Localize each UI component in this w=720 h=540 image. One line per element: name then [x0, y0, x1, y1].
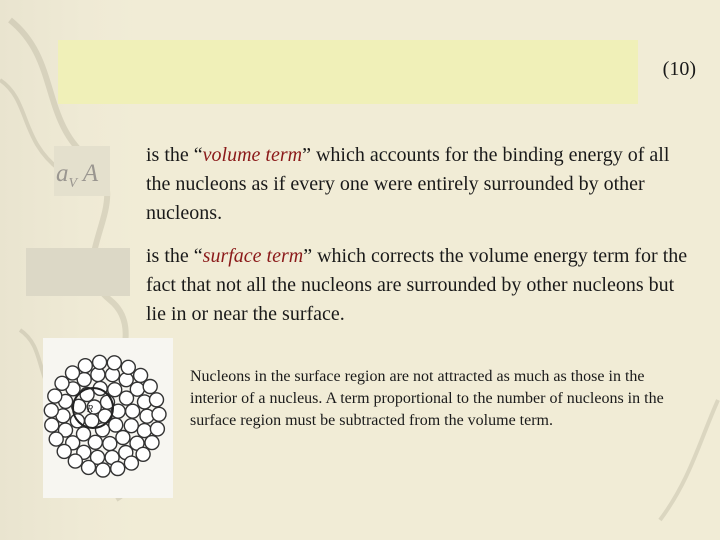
- nucleon-circle: [82, 460, 96, 474]
- equation-band: [58, 40, 638, 104]
- nucleon-circle: [143, 380, 157, 394]
- surface-para-before: is the “: [146, 245, 203, 267]
- nucleon-circle: [116, 431, 130, 445]
- nucleon-circle: [130, 382, 144, 396]
- volume-para-before: is the “: [146, 144, 203, 166]
- nucleon-circle: [57, 444, 71, 458]
- nucleon-circle: [121, 360, 135, 374]
- volume-para-after: ” which accounts for the binding energy of all the nucleons as if every one were entirely surrounded by other nucleons.: [146, 144, 670, 224]
- nucleon-circle: [103, 437, 117, 451]
- surface-term-text: surface term: [202, 245, 304, 267]
- nucleon-circle: [88, 435, 102, 449]
- surface-para-after: ” which corrects the volume energy term for the fact that not all the nucleons are surrounded by other nucleons but lie in or near the surface.: [146, 245, 688, 325]
- nucleon-circle: [145, 436, 159, 450]
- nucleus-svg: [43, 338, 173, 498]
- nucleon-circle: [45, 418, 59, 432]
- equation-number: (10): [662, 58, 696, 80]
- nucleon-circle: [93, 355, 107, 369]
- nucleon-circle: [150, 422, 164, 436]
- volume-term-paragraph: [146, 141, 691, 228]
- nucleon-circle: [44, 403, 58, 417]
- nucleon-circle: [119, 373, 133, 387]
- nucleon-circle: [108, 383, 122, 397]
- nucleon-circle: [55, 376, 69, 390]
- nucleon-circle: [68, 454, 82, 468]
- nucleon-circle: [49, 432, 63, 446]
- nucleon-circle: [78, 359, 92, 373]
- figure-caption: Nucleons in the surface region are not attracted as much as those in the interior of a nucleus. A term proportional to the number of nucleons in the surface region must be subtracted from the volume term.: [190, 368, 664, 429]
- nucleon-circle: [109, 418, 123, 432]
- volume-term-text: volume term: [202, 144, 303, 166]
- nucleon-circle: [136, 447, 150, 461]
- nucleon-circle: [134, 368, 148, 382]
- nucleon-circle: [126, 404, 140, 418]
- nucleon-circle: [66, 366, 80, 380]
- volume-subscript: V: [68, 176, 78, 191]
- volume-term-symbol: [56, 160, 98, 192]
- nucleon-circle: [85, 414, 99, 428]
- nucleon-circle: [150, 393, 164, 407]
- nucleon-circle: [124, 456, 138, 470]
- nucleon-circle: [107, 356, 121, 370]
- nucleon-circle: [124, 419, 138, 433]
- surface-term-symbol-box: [26, 248, 130, 296]
- surface-term-paragraph: [146, 242, 691, 329]
- nucleon-circle: [152, 407, 166, 421]
- nucleus-diagram: [43, 338, 173, 498]
- nucleon-circle: [48, 389, 62, 403]
- volume-coefficient: a: [56, 160, 69, 187]
- nucleon-circle: [111, 462, 125, 476]
- radius-label: R: [87, 404, 94, 415]
- nucleon-circle: [96, 463, 110, 477]
- mass-number-symbol: A: [82, 160, 99, 187]
